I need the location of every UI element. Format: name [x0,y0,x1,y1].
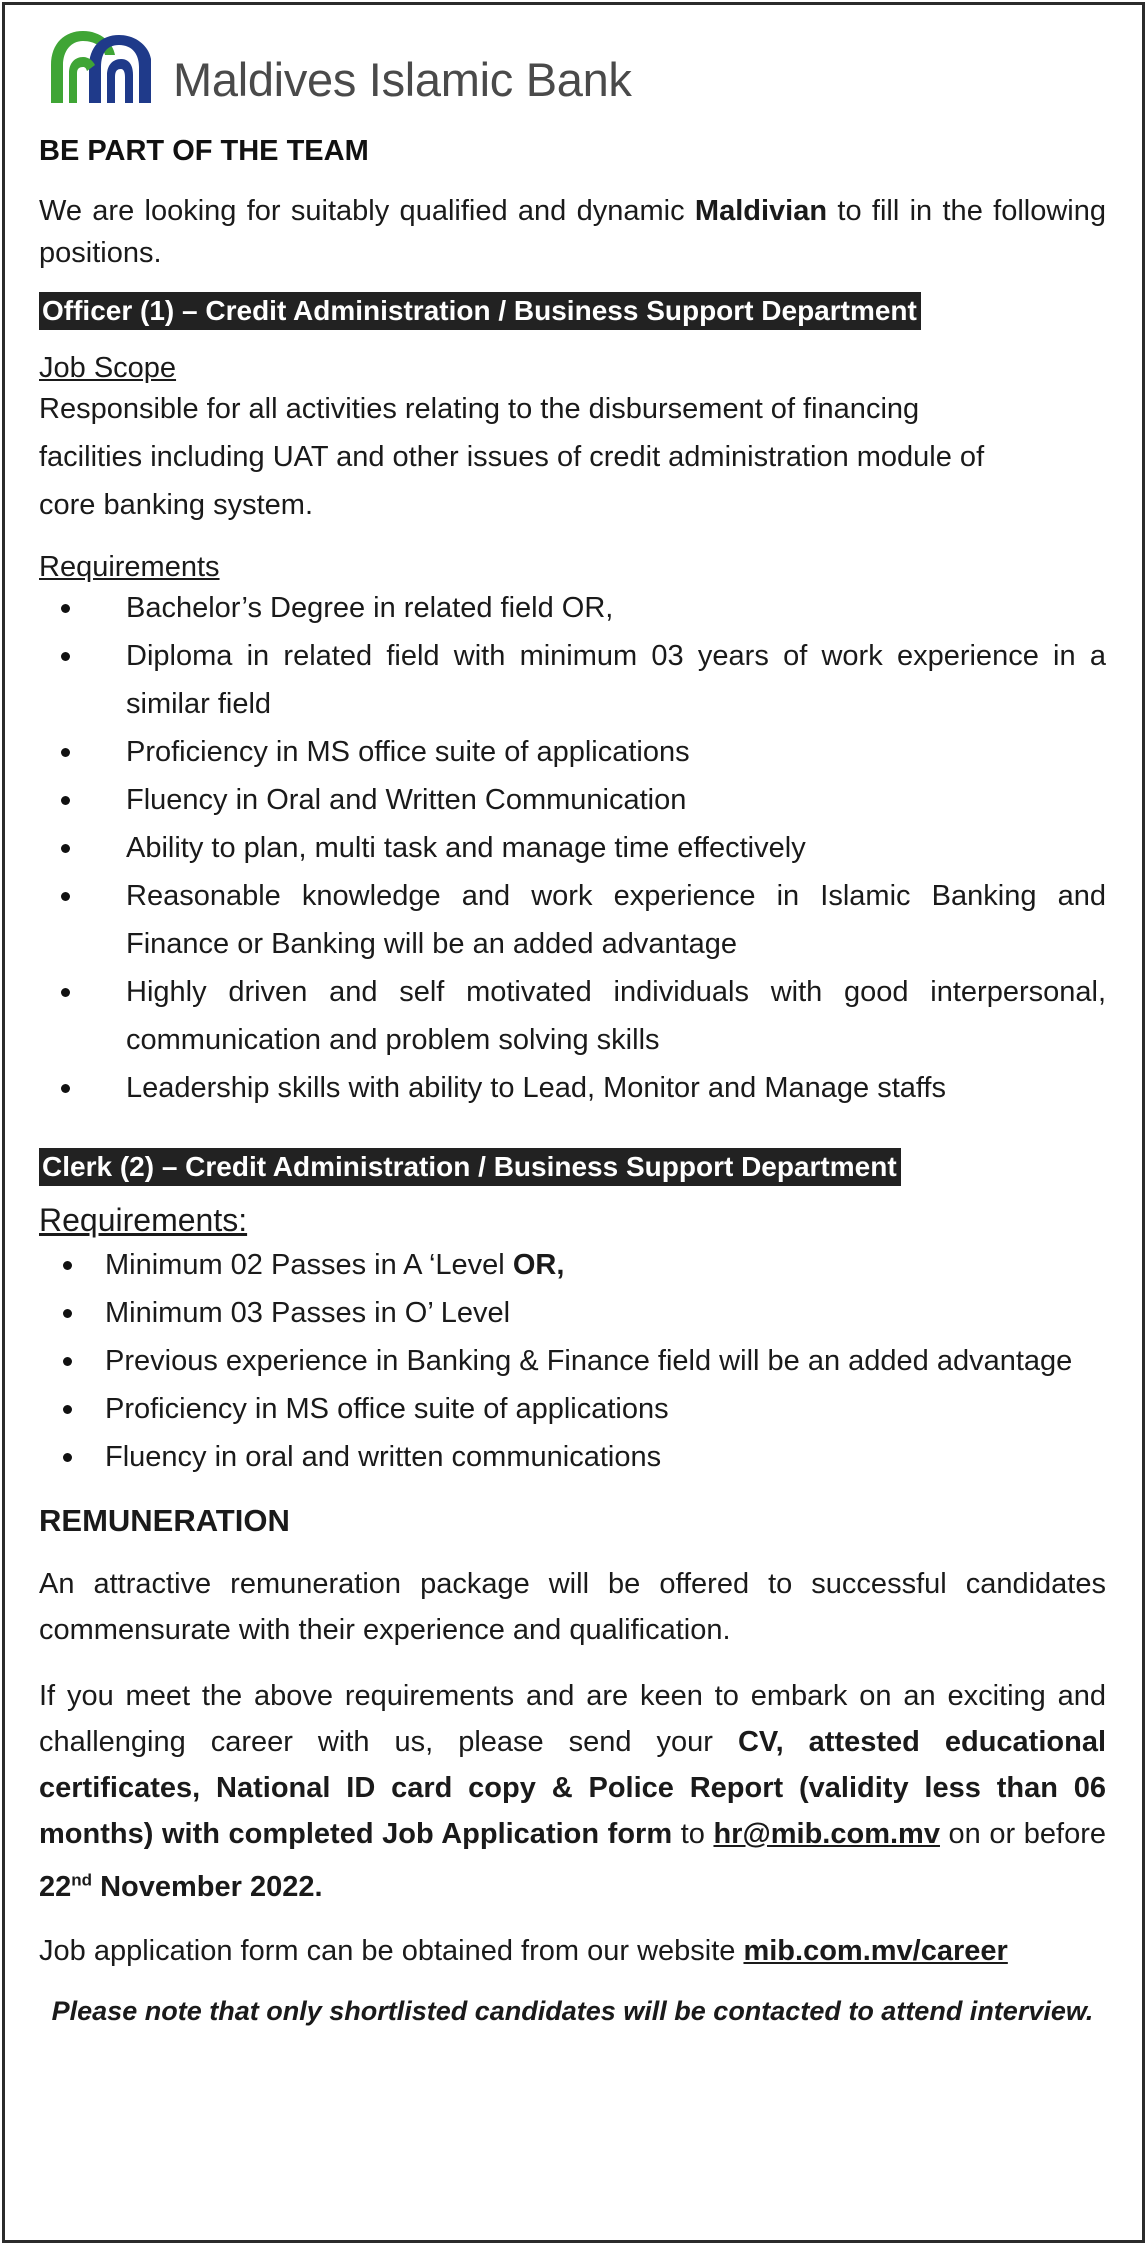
job-scope-line: facilities including UAT and other issues of credit administration module of [39,441,985,473]
deadline-suffix: nd [71,1870,93,1889]
job-advertisement [2,2,1145,2243]
bullet-icon [63,1405,72,1414]
list-item-text: Minimum 02 Passes in A ‘Level [105,1249,513,1281]
mib-arch-logo-icon [43,25,171,117]
job-scope-section [39,352,1106,529]
clerk-position-bar [39,1148,1106,1186]
apply-text: If you meet the above requirements and are keen to embark on an exciting and challenging career with us, please send your [39,1680,1106,1758]
list-item [39,968,1106,1064]
list-item-text: Previous experience in Banking & Finance field will be an added advantage [105,1345,1073,1377]
bullet-icon [61,988,70,997]
list-item [39,1289,1106,1337]
clerk-requirements-section [39,1202,1106,1481]
list-item-text: Leadership skills with ability to Lead, Monitor and Manage staffs [126,1072,946,1104]
list-item-text: Fluency in Oral and Written Communication [126,784,687,816]
bullet-icon [63,1309,72,1318]
job-scope-line: core banking system. [39,489,314,521]
officer-position-bar [39,292,1106,330]
list-item-text: Proficiency in MS office suite of applications [126,736,690,768]
bullet-icon [61,748,70,757]
bullet-icon [61,1084,70,1093]
apply-documents: CV, attested educational certificates, National ID card copy & Police Report (validity less than 06 months) with completed Job Application form [39,1726,1106,1850]
job-scope-label: Job Scope [39,352,177,384]
bullet-icon [61,604,70,613]
list-item [39,872,1106,968]
apply-paragraph [39,1673,1106,1910]
shortlist-note: Please note that only shortlisted candidates will be contacted to attend interview. [51,1995,1094,2026]
clerk-position-title: Clerk (2) – Credit Administration / Business Support Department [39,1148,901,1186]
team-heading: BE PART OF THE TEAM [39,135,369,167]
clerk-requirements-label: Requirements: [39,1202,248,1238]
officer-position-title: Officer (1) – Credit Administration / Business Support Department [39,292,921,330]
list-item [39,1385,1106,1433]
bullet-icon [63,1357,72,1366]
officer-requirements-section [39,551,1106,1112]
deadline-day: 22 [39,1870,72,1903]
remuneration-heading: REMUNERATION [39,1503,290,1538]
career-link[interactable]: mib.com.mv/career [743,1934,1008,1967]
bullet-icon [61,652,70,661]
bullet-icon [63,1261,72,1270]
bullet-icon [61,892,70,901]
list-item [39,1064,1106,1112]
list-item [39,776,1106,824]
deadline-date [39,1871,323,1903]
intro-text-end: to fill in the following positions. [39,195,1106,269]
bullet-icon [61,796,70,805]
intro-bold: Maldivian [694,195,828,227]
list-item-bold: OR, [512,1249,565,1281]
bullet-icon [61,844,70,853]
list-item [39,1337,1106,1385]
list-item-text: Highly driven and self motivated individuals with good interpersonal, communication and problem solving skills [126,976,1106,1056]
list-item [39,584,1106,632]
list-item-text: Proficiency in MS office suite of applications [105,1393,669,1425]
intro-text: We are looking for suitably qualified and dynamic [39,195,695,227]
bullet-icon [63,1453,72,1462]
list-item-text: Diploma in related field with minimum 03 years of work experience in a similar field [126,640,1106,720]
apply-text: to [672,1818,714,1850]
apply-text: on or before [939,1818,1106,1850]
remuneration-paragraph: An attractive remuneration package will be offered to successful candidates commensurate with their experience and qualification. [39,1568,1106,1646]
clerk-requirements-list [39,1241,1106,1481]
list-item-text: Ability to plan, multi task and manage time effectively [126,832,806,864]
officer-requirements-label: Requirements [39,551,220,583]
form-paragraph [39,1928,1106,1974]
list-item [39,728,1106,776]
intro-paragraph [39,190,1106,274]
deadline-month-year: November 2022. [92,1870,323,1903]
list-item-text: Bachelor’s Degree in related field OR, [126,592,614,624]
email-link[interactable]: hr@mib.com.mv [713,1818,940,1850]
list-item [39,1241,1106,1289]
list-item [39,1433,1106,1481]
officer-requirements-list [39,584,1106,1112]
form-text: Job application form can be obtained from our website [39,1934,744,1967]
list-item-text: Fluency in oral and written communications [105,1441,662,1473]
job-scope-line: Responsible for all activities relating to the disbursement of financing [39,393,920,425]
header [39,5,1106,117]
list-item [39,632,1106,728]
list-item-text: Reasonable knowledge and work experience in Islamic Banking and Finance or Banking will be an added advantage [126,880,1106,960]
list-item [39,824,1106,872]
list-item-text: Minimum 03 Passes in O’ Level [105,1297,511,1329]
brand-name: Maldives Islamic Bank [173,53,632,106]
